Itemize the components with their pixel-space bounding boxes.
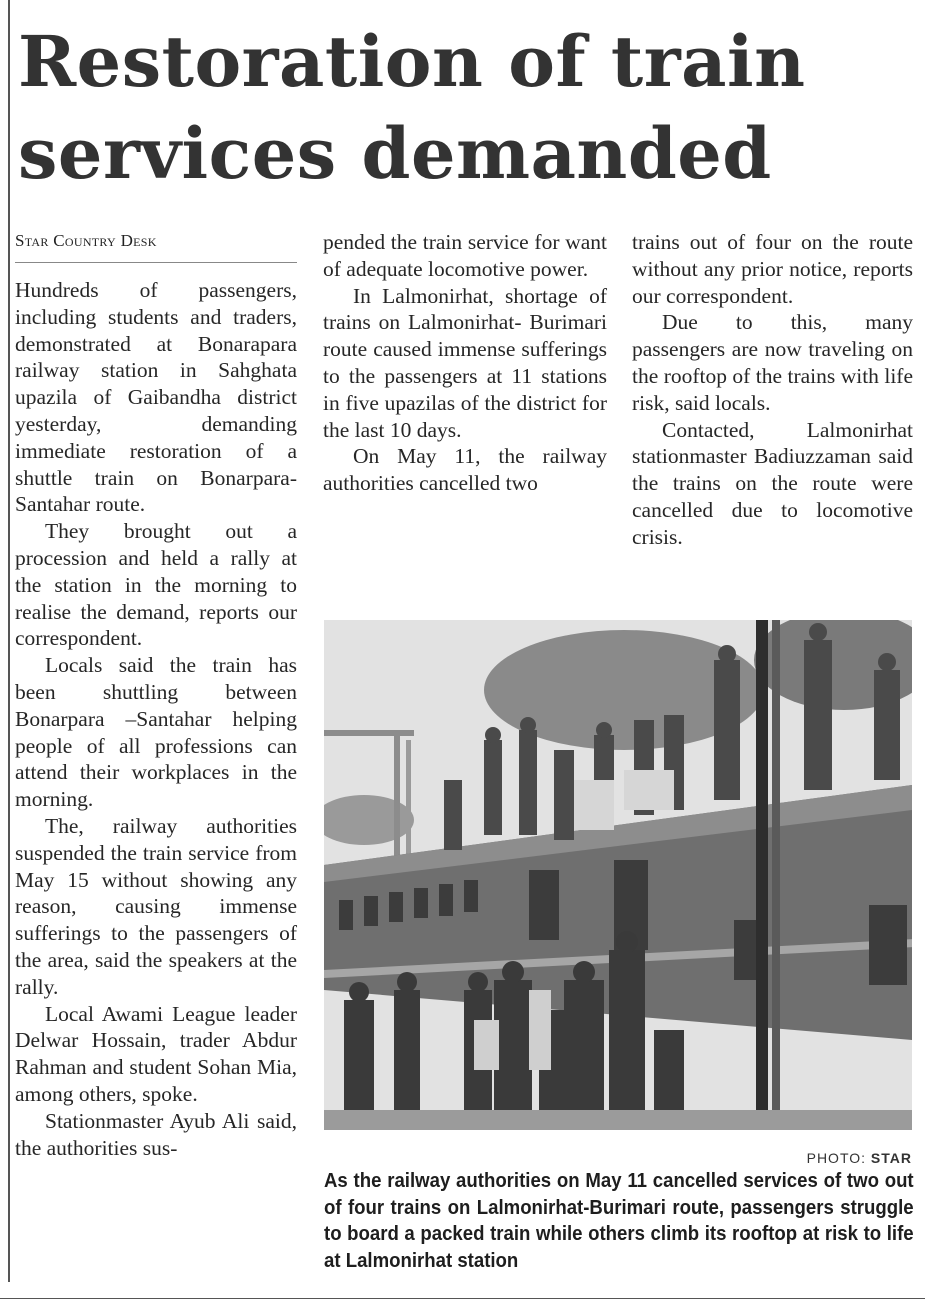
paragraph: trains out of four on the route without any prior notice, reports our correspondent. bbox=[632, 230, 913, 308]
paragraph: The, railway authorities suspended the train service from May 15 without showing any reason, causing immense sufferings to the passengers of the area, said the speakers at the rally. bbox=[15, 813, 297, 999]
photo-credit-prefix: PHOTO: bbox=[806, 1150, 867, 1166]
byline-desk: Star Country Desk bbox=[15, 231, 157, 250]
photo-caption: As the railway authorities on May 11 cancelled services of two out of four trains on Lalmonirhat-Burimari route, passengers struggle to board a packed train while others climb its rooftop at risk to life at Lalmonirhat station bbox=[324, 1170, 914, 1272]
paragraph: On May 11, the railway authorities cancelled two bbox=[323, 444, 607, 496]
paragraph: Contacted, Lalmonirhat stationmaster Badiuzzaman said the trains on the route were cancelled due to locomotive crisis. bbox=[632, 417, 913, 549]
train-photo-illustration bbox=[324, 620, 912, 1130]
article-column-1 bbox=[15, 277, 297, 1161]
paragraph: They brought out a procession and held a rally at the station in the morning to realise the demand, reports our correspondent. bbox=[15, 519, 297, 651]
headline: Restoration of train services demanded bbox=[18, 20, 806, 195]
paragraph: Local Awami League leader Delwar Hossain, trader Abdur Rahman and student Sohan Mia, among others, spoke. bbox=[15, 1001, 297, 1106]
article-column-2 bbox=[323, 229, 607, 497]
photo-credit bbox=[700, 1150, 912, 1166]
photo-credit-source: STAR bbox=[870, 1150, 912, 1166]
paragraph: Stationmaster Ayub Ali said, the authorities sus- bbox=[15, 1108, 297, 1160]
bottom-rule bbox=[0, 1298, 925, 1299]
paragraph: Due to this, many passengers are now traveling on the rooftop of the trains with life risk, said locals. bbox=[632, 310, 913, 415]
byline-rule bbox=[15, 262, 297, 263]
paragraph: Hundreds of passengers, including students and traders, demonstrated at Bonarapara railway station in Sahghata upazila of Gaibandha district yesterday, demanding immediate restoration of a shuttle train on Bonarpara-Santahar route. bbox=[15, 278, 297, 517]
paragraph: In Lalmonirhat, shortage of trains on Lalmonirhat- Burimari route caused immense sufferings to the passengers at 11 stations in five upazilas of the district for the last 10 days. bbox=[323, 283, 607, 442]
paragraph: Locals said the train has been shuttling between Bonarpara –Santahar helping people of all professions can attend their workplaces in the morning. bbox=[15, 653, 297, 812]
article-column-3 bbox=[632, 229, 913, 551]
left-column-rule bbox=[8, 0, 10, 1282]
train-photo bbox=[324, 620, 912, 1130]
paragraph: pended the train service for want of adequate locomotive power. bbox=[323, 230, 607, 281]
